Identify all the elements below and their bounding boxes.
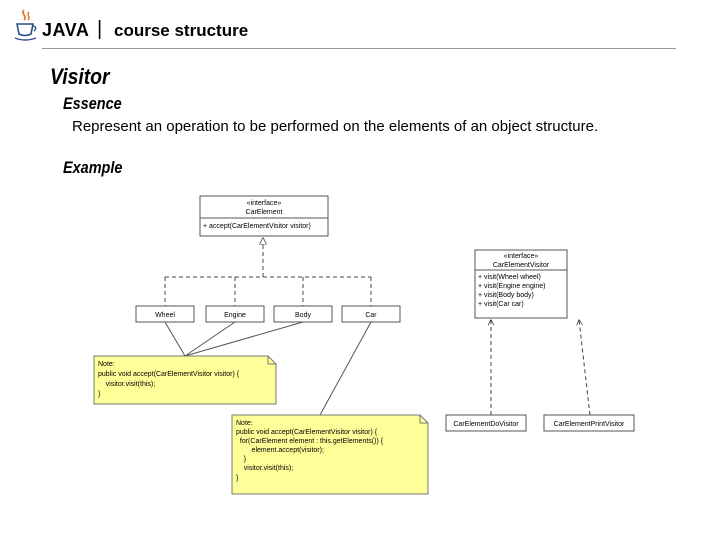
svg-text:visitor.visit(this);: visitor.visit(this); [236,465,294,472]
note-car-accept [232,415,428,494]
svg-text:public void accept(CarElementV: public void accept(CarElementVisitor visitor) { [236,429,378,436]
engine-class [206,306,264,322]
svg-text:Wheel: Wheel [155,312,175,319]
body-class [274,306,332,322]
car-element-print-visitor-class [544,415,634,431]
svg-text:element.accept(visitor);: element.accept(visitor); [236,447,324,454]
car-element-operation: + accept(CarElementVisitor visitor) [203,223,311,230]
note-wheel-accept [94,356,276,404]
svg-text:CarElementPrintVisitor: CarElementPrintVisitor [553,421,625,428]
svg-text:Engine: Engine [224,312,246,319]
slide-title: Visitor [50,64,110,89]
svg-text:}: } [98,391,101,398]
visitor-operation: + visit(Wheel wheel) [478,274,541,281]
visitor-operation: + visit(Car car) [478,301,524,308]
wheel-class [136,306,194,322]
svg-text:visitor.visit(this);: visitor.visit(this); [98,381,156,388]
course-structure-label: course structure [114,21,249,40]
svg-text:for(CarElement element : this.: for(CarElement element : this.getElements()) { [236,438,384,445]
example-heading: Example [63,158,123,177]
car-element-visitor-interface [475,250,567,318]
car-class [342,306,400,322]
visitor-operation: + visit(Body body) [478,292,534,299]
visitor-operation: + visit(Engine engine) [478,283,546,290]
svg-text:}: } [236,456,247,463]
car-element-name: CarElement [245,209,283,216]
car-element-stereotype: «interface» [246,200,282,207]
svg-text:Body: Body [295,312,311,319]
svg-text:Note:: Note: [236,420,253,427]
visitor-stereotype: «interface» [503,253,539,260]
svg-text:CarElementDoVisitor: CarElementDoVisitor [453,421,519,428]
header-separator: | [97,18,103,40]
car-element-do-visitor-class [446,415,526,431]
visitor-name: CarElementVisitor [492,262,550,269]
svg-text:Note:: Note: [98,361,115,368]
svg-text:public void accept(CarElementV: public void accept(CarElementVisitor visitor) { [98,371,240,378]
essence-heading: Essence [63,94,122,113]
essence-text: Represent an operation to be performed on the elements of an object structure. [72,118,599,135]
svg-text:}: } [236,475,239,482]
svg-text:Car: Car [365,312,377,319]
java-label: JAVA [42,20,90,40]
car-element-interface [200,196,328,236]
